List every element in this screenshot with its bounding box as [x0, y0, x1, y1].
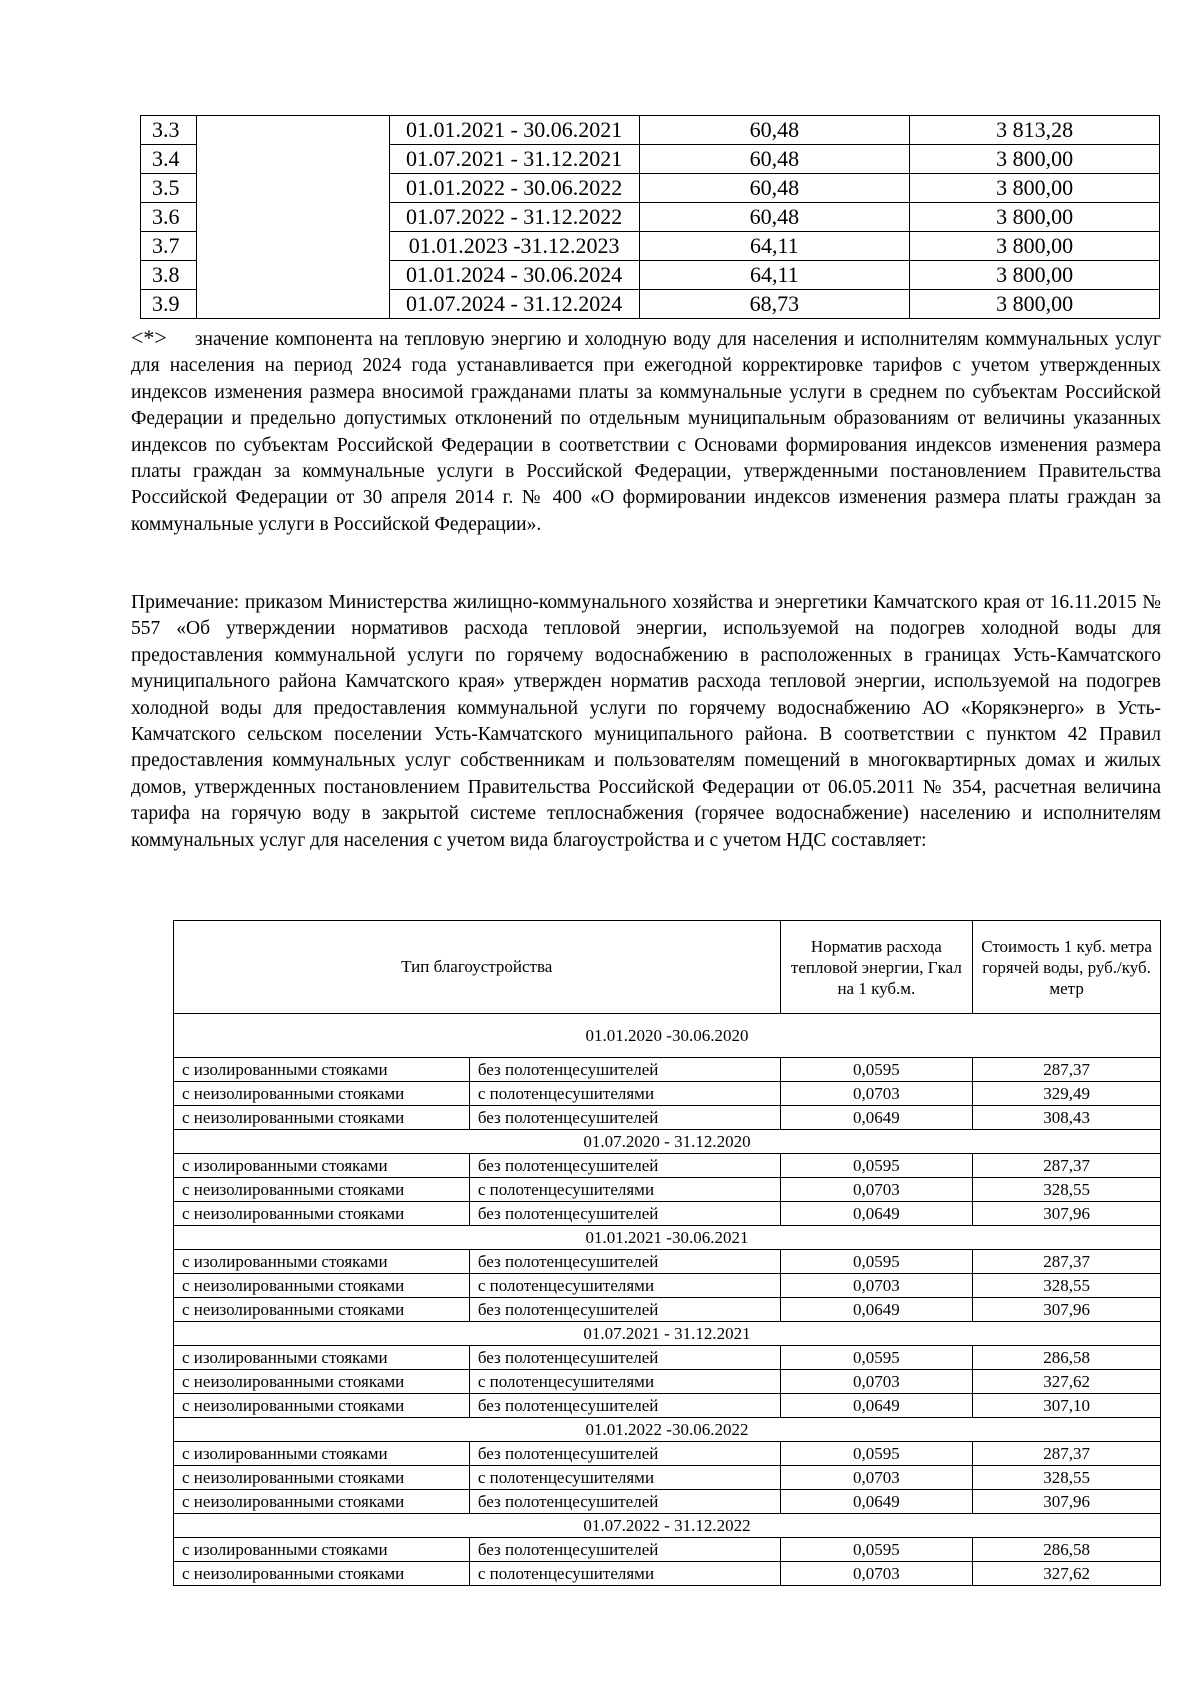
footnote-mark: <*>: [131, 325, 167, 350]
riser-type: с неизолированными стояками: [174, 1562, 470, 1586]
riser-type: с изолированными стояками: [174, 1154, 470, 1178]
header-norm: Норматив расхода тепловой энергии, Гкал на 1 куб.м.: [780, 921, 973, 1014]
norm-value: 0,0649: [780, 1490, 973, 1514]
tariff-period: 01.01.2023 -31.12.2023: [389, 232, 639, 261]
period-label: 01.07.2020 - 31.12.2020: [174, 1130, 1161, 1154]
dryer-type: без полотенцесушителей: [469, 1058, 780, 1082]
tariff-row-number: 3.5: [141, 174, 197, 203]
table-row: [174, 1298, 1161, 1322]
riser-type: с неизолированными стояками: [174, 1466, 470, 1490]
riser-type: с изолированными стояками: [174, 1250, 470, 1274]
dryer-type: с полотенцесушителями: [469, 1178, 780, 1202]
footnote: [131, 325, 1161, 538]
tariff-table: [140, 115, 1160, 319]
dryer-type: без полотенцесушителей: [469, 1250, 780, 1274]
tariff-value: 60,48: [639, 116, 910, 145]
cost-value: 328,55: [973, 1466, 1161, 1490]
tariff-row-number: 3.8: [141, 261, 197, 290]
tariff-price: 3 813,28: [910, 116, 1160, 145]
tariff-row-number: 3.7: [141, 232, 197, 261]
header-type: Тип благоустройства: [174, 921, 781, 1014]
table-row: [174, 1058, 1161, 1082]
table-row: [174, 1082, 1161, 1106]
riser-type: с неизолированными стояками: [174, 1394, 470, 1418]
table-row: [174, 1442, 1161, 1466]
cost-value: 287,37: [973, 1058, 1161, 1082]
period-row: [174, 1130, 1161, 1154]
norm-value: 0,0649: [780, 1202, 973, 1226]
tariff-price: 3 800,00: [910, 203, 1160, 232]
cost-value: 328,55: [973, 1274, 1161, 1298]
riser-type: с неизолированными стояками: [174, 1370, 470, 1394]
period-label: 01.01.2020 -30.06.2020: [174, 1014, 1161, 1058]
period-row: [174, 1418, 1161, 1442]
cost-value: 286,58: [973, 1346, 1161, 1370]
riser-type: с неизолированными стояками: [174, 1082, 470, 1106]
riser-type: с неизолированными стояками: [174, 1298, 470, 1322]
tariff-period: 01.01.2021 - 30.06.2021: [389, 116, 639, 145]
period-label: 01.07.2021 - 31.12.2021: [174, 1322, 1161, 1346]
hot-water-header-row: [174, 921, 1161, 1014]
riser-type: с неизолированными стояками: [174, 1178, 470, 1202]
cost-value: 329,49: [973, 1082, 1161, 1106]
header-cost: Стоимость 1 куб. метра горячей воды, руб./куб. метр: [973, 921, 1161, 1014]
tariff-value: 60,48: [639, 145, 910, 174]
norm-value: 0,0595: [780, 1442, 973, 1466]
dryer-type: без полотенцесушителей: [469, 1106, 780, 1130]
tariff-period: 01.07.2024 - 31.12.2024: [389, 290, 639, 319]
norm-value: 0,0649: [780, 1394, 973, 1418]
dryer-type: с полотенцесушителями: [469, 1274, 780, 1298]
tariff-value: 68,73: [639, 290, 910, 319]
table-row: [174, 1346, 1161, 1370]
riser-type: с неизолированными стояками: [174, 1274, 470, 1298]
dryer-type: без полотенцесушителей: [469, 1490, 780, 1514]
tariff-value: 60,48: [639, 203, 910, 232]
period-label: 01.01.2021 -30.06.2021: [174, 1226, 1161, 1250]
table-row: [174, 1370, 1161, 1394]
table-row: [174, 1154, 1161, 1178]
period-row: [174, 1226, 1161, 1250]
riser-type: с неизолированными стояками: [174, 1490, 470, 1514]
tariff-row: [141, 116, 1160, 145]
table-row: [174, 1274, 1161, 1298]
dryer-type: без полотенцесушителей: [469, 1394, 780, 1418]
period-label: 01.01.2022 -30.06.2022: [174, 1418, 1161, 1442]
table-row: [174, 1178, 1161, 1202]
riser-type: с изолированными стояками: [174, 1346, 470, 1370]
cost-value: 327,62: [973, 1562, 1161, 1586]
norm-value: 0,0595: [780, 1346, 973, 1370]
cost-value: 327,62: [973, 1370, 1161, 1394]
dryer-type: без полотенцесушителей: [469, 1202, 780, 1226]
table-row: [174, 1562, 1161, 1586]
cost-value: 287,37: [973, 1442, 1161, 1466]
norm-value: 0,0703: [780, 1178, 973, 1202]
cost-value: 287,37: [973, 1154, 1161, 1178]
tariff-row-number: 3.4: [141, 145, 197, 174]
footnote-text: значение компонента на тепловую энергию и холодную воду для населения и исполнителям коммунальных услуг для населения на период 2024 года устанавливается при ежегодной корректировке тарифов с учетом утвержденных индексов изменения размера вносимой гражданами платы за коммунальные услуги в среднем по субъектам Российской Федерации и предельно допустимых отклонений по отдельным муниципальным образованиям от величины указанных индексов по субъектам Российской Федерации в соответствии с Основами формирования индексов изменения размера платы граждан за коммунальные услуги в Российской Федерации, утвержденными постановлением Правительства Российской Федерации от 30 апреля 2014 г. № 400 «О формировании индексов изменения размера платы граждан за коммунальные услуги в Российской Федерации».: [131, 329, 1161, 535]
norm-value: 0,0703: [780, 1370, 973, 1394]
riser-type: с неизолированными стояками: [174, 1202, 470, 1226]
table-row: [174, 1538, 1161, 1562]
dryer-type: с полотенцесушителями: [469, 1370, 780, 1394]
tariff-price: 3 800,00: [910, 174, 1160, 203]
dryer-type: без полотенцесушителей: [469, 1154, 780, 1178]
dryer-type: с полотенцесушителями: [469, 1466, 780, 1490]
norm-value: 0,0703: [780, 1082, 973, 1106]
norm-value: 0,0703: [780, 1466, 973, 1490]
cost-value: 308,43: [973, 1106, 1161, 1130]
table-row: [174, 1202, 1161, 1226]
dryer-type: без полотенцесушителей: [469, 1298, 780, 1322]
table-row: [174, 1466, 1161, 1490]
table-row: [174, 1490, 1161, 1514]
tariff-price: 3 800,00: [910, 145, 1160, 174]
riser-type: с неизолированными стояками: [174, 1106, 470, 1130]
tariff-table-body: [141, 116, 1160, 319]
norm-value: 0,0595: [780, 1154, 973, 1178]
tariff-price: 3 800,00: [910, 261, 1160, 290]
tariff-price: 3 800,00: [910, 290, 1160, 319]
tariff-period: 01.01.2024 - 30.06.2024: [389, 261, 639, 290]
period-row: [174, 1322, 1161, 1346]
dryer-type: с полотенцесушителями: [469, 1082, 780, 1106]
riser-type: с изолированными стояками: [174, 1058, 470, 1082]
tariff-period: 01.01.2022 - 30.06.2022: [389, 174, 639, 203]
riser-type: с изолированными стояками: [174, 1442, 470, 1466]
tariff-row-number: 3.3: [141, 116, 197, 145]
note-paragraph: Примечание: приказом Министерства жилищно-коммунального хозяйства и энергетики Камчатского края от 16.11.2015 № 557 «Об утверждении нормативов расхода тепловой энергии, используемой на подогрев холодной воды для предоставления коммунальной услуги по горячему водоснабжению в расположенных в границах Усть-Камчатского муниципального района Камчатского края» утвержден норматив расхода тепловой энергии, используемой на подогрев холодной воды для предоставления коммунальной услуги по горячему водоснабжению АО «Корякэнерго» в Усть-Камчатского сельском поселении Усть-Камчатского муниципального района. В соответствии с пунктом 42 Правил предоставления коммунальных услуг собственникам и пользователям помещений в многоквартирных домах и жилых домов, утвержденных постановлением Правительства Российской Федерации от 06.05.2011 № 354, расчетная величина тарифа на горячую воду в закрытой системе теплоснабжения (горячее водоснабжение) населению и исполнителям коммунальных услуг для населения с учетом вида благоустройства и с учетом НДС составляет:: [131, 592, 1161, 851]
table-row: [174, 1250, 1161, 1274]
cost-value: 307,96: [973, 1490, 1161, 1514]
hot-water-table-body: [174, 1014, 1161, 1586]
cost-value: 307,96: [973, 1202, 1161, 1226]
tariff-price: 3 800,00: [910, 232, 1160, 261]
norm-value: 0,0649: [780, 1106, 973, 1130]
dryer-type: без полотенцесушителей: [469, 1442, 780, 1466]
cost-value: 286,58: [973, 1538, 1161, 1562]
norm-value: 0,0703: [780, 1274, 973, 1298]
table-row: [174, 1106, 1161, 1130]
cost-value: 307,96: [973, 1298, 1161, 1322]
tariff-period: 01.07.2022 - 31.12.2022: [389, 203, 639, 232]
period-row: [174, 1514, 1161, 1538]
tariff-row-number: 3.6: [141, 203, 197, 232]
norm-value: 0,0595: [780, 1538, 973, 1562]
cost-value: 287,37: [973, 1250, 1161, 1274]
tariff-period: 01.07.2021 - 31.12.2021: [389, 145, 639, 174]
period-label: 01.07.2022 - 31.12.2022: [174, 1514, 1161, 1538]
tariff-value: 60,48: [639, 174, 910, 203]
dryer-type: с полотенцесушителями: [469, 1562, 780, 1586]
period-row: [174, 1014, 1161, 1058]
tariff-value: 64,11: [639, 232, 910, 261]
hot-water-table: [173, 920, 1161, 1586]
cost-value: 307,10: [973, 1394, 1161, 1418]
norm-value: 0,0595: [780, 1058, 973, 1082]
tariff-blank-cell: [196, 116, 389, 319]
tariff-row-number: 3.9: [141, 290, 197, 319]
tariff-value: 64,11: [639, 261, 910, 290]
table-row: [174, 1394, 1161, 1418]
riser-type: с изолированными стояками: [174, 1538, 470, 1562]
norm-value: 0,0649: [780, 1298, 973, 1322]
dryer-type: без полотенцесушителей: [469, 1538, 780, 1562]
cost-value: 328,55: [973, 1178, 1161, 1202]
norm-value: 0,0595: [780, 1250, 973, 1274]
dryer-type: без полотенцесушителей: [469, 1346, 780, 1370]
norm-value: 0,0703: [780, 1562, 973, 1586]
